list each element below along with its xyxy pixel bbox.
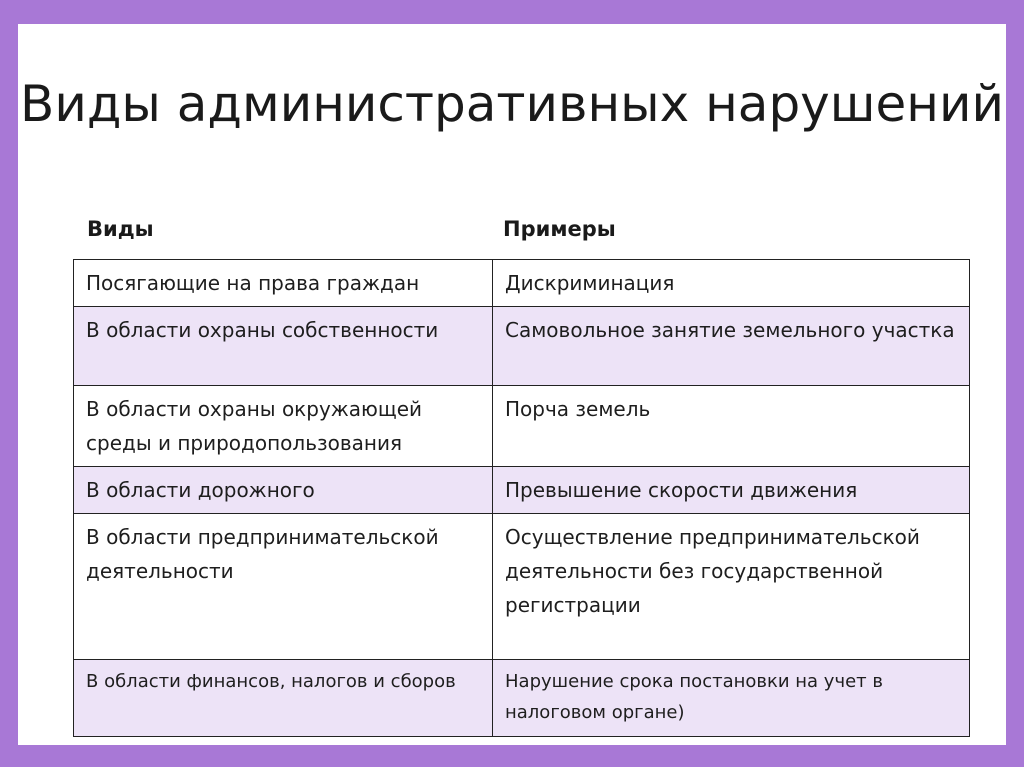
column-header-types: Виды bbox=[87, 217, 154, 241]
table-row bbox=[74, 467, 970, 514]
slide-title: Виды административных нарушений bbox=[20, 75, 1004, 133]
column-header-examples: Примеры bbox=[503, 217, 616, 241]
example-cell: Дискриминация bbox=[493, 260, 970, 307]
type-cell: В области предпринимательской деятельности bbox=[74, 514, 493, 660]
example-cell: Осуществление предпринимательской деятельности без государственной регистрации bbox=[493, 514, 970, 660]
type-cell: В области дорожного bbox=[74, 467, 493, 514]
violations-table bbox=[73, 259, 970, 737]
table-row bbox=[74, 660, 970, 737]
example-cell: Нарушение срока постановки на учет в налоговом органе) bbox=[493, 660, 970, 737]
example-cell: Самовольное занятие земельного участка bbox=[493, 307, 970, 386]
table-row bbox=[74, 386, 970, 467]
type-cell: В области финансов, налогов и сборов bbox=[74, 660, 493, 737]
table-row bbox=[74, 307, 970, 386]
slide bbox=[18, 24, 1006, 745]
table-row bbox=[74, 514, 970, 660]
type-cell: В области охраны собственности bbox=[74, 307, 493, 386]
example-cell: Превышение скорости движения bbox=[493, 467, 970, 514]
type-cell: В области охраны окружающей среды и природопользования bbox=[74, 386, 493, 467]
example-cell: Порча земель bbox=[493, 386, 970, 467]
table-row bbox=[74, 260, 970, 307]
type-cell: Посягающие на права граждан bbox=[74, 260, 493, 307]
